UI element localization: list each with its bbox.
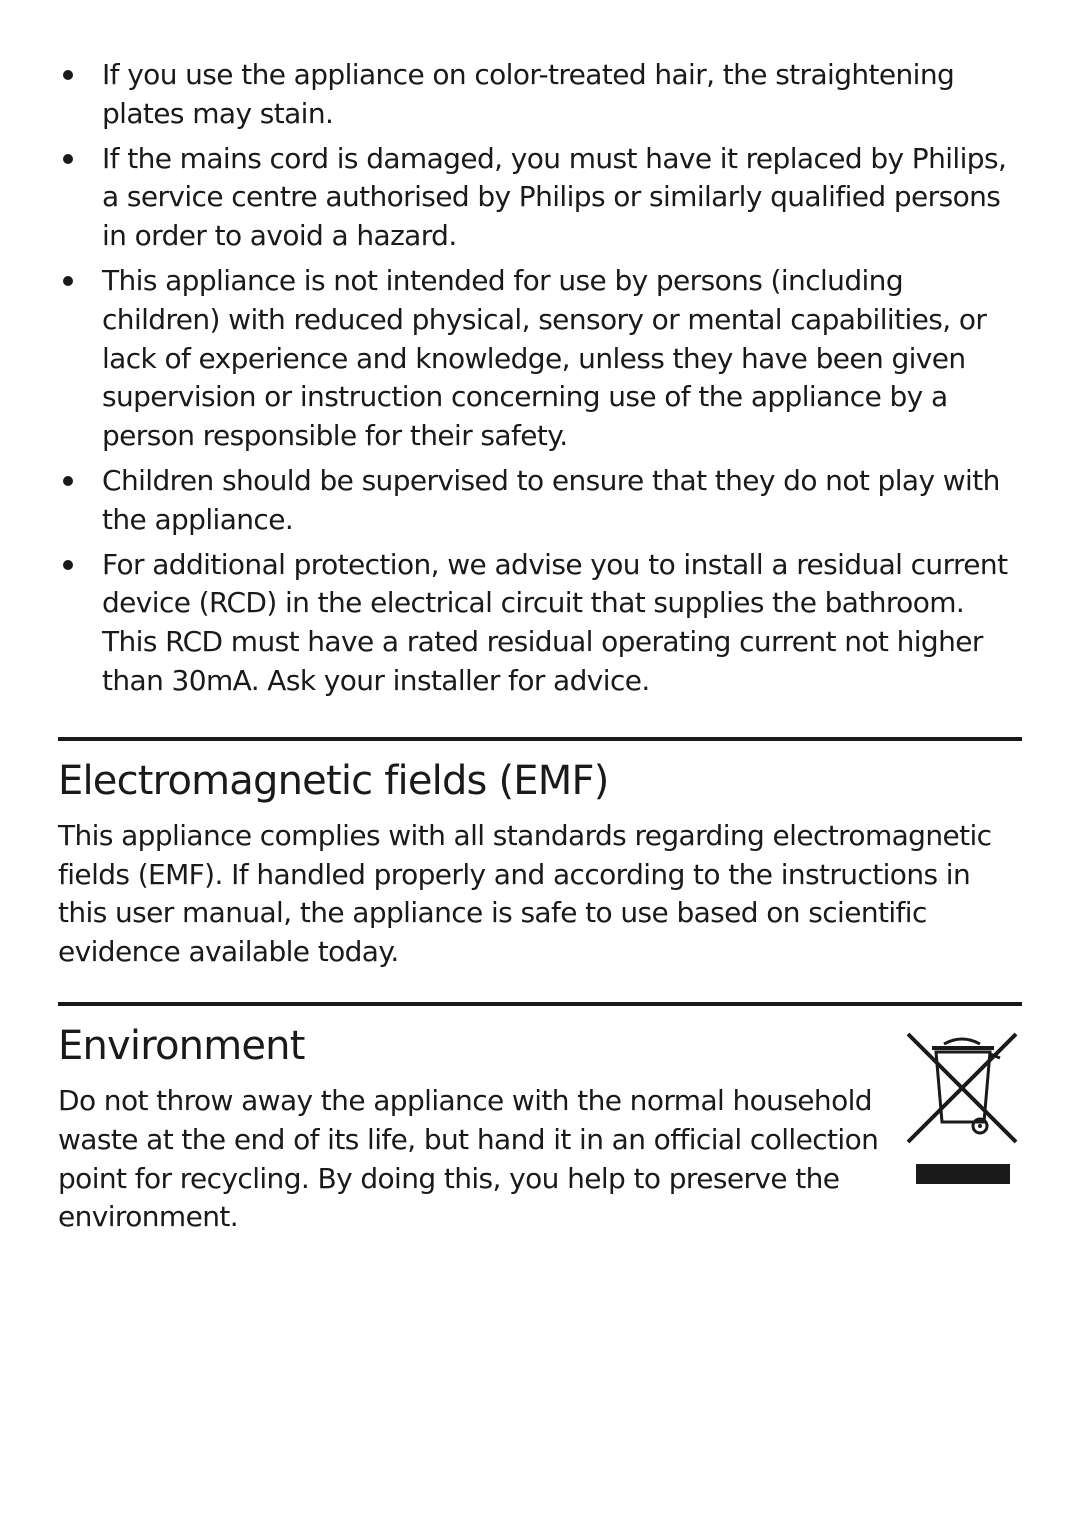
bullet-text: If the mains cord is damaged, you must have it replaced by Philips, a service centre authorised by Philips or similarly qualified persons in order to avoid a hazard. — [102, 141, 1007, 253]
emf-paragraph: This appliance complies with all standards regarding electromagnetic fields (EMF). If handled properly and according to the instructions in this user manual, the appliance is safe to use based on scientific evidence available today. — [58, 818, 992, 969]
bullet-text: If you use the appliance on color-treated hair, the straightening plates may stain. — [102, 58, 955, 130]
bullet-icon — [63, 70, 73, 80]
manual-page — [58, 56, 1022, 1237]
emf-heading: Electromagnetic fields (EMF) — [58, 757, 609, 804]
environment-paragraph: Do not throw away the appliance with the normal household waste at the end of its life, but hand it in an official collection point for recycling. By doing this, you help to preserve the environment. — [58, 1083, 879, 1234]
environment-section — [58, 1020, 1022, 1237]
section-divider — [58, 1002, 1022, 1006]
environment-heading: Environment — [58, 1022, 305, 1069]
bullet-text: Children should be supervised to ensure that they do not play with the appliance. — [102, 463, 1000, 536]
list-item — [58, 462, 1022, 540]
list-item — [58, 262, 1022, 456]
bullet-text: This appliance is not intended for use by persons (including children) with reduced physical, sensory or mental capabilities, or lack of experience and knowledge, unless they have been given supervision or instruction concerning use of the appliance by a person responsible for their safety. — [102, 263, 987, 453]
list-item — [58, 140, 1022, 256]
crossed-out-wheelie-bin-icon — [904, 1024, 1024, 1184]
list-item — [58, 546, 1022, 701]
bullet-icon — [63, 154, 73, 164]
bullet-icon — [63, 476, 73, 486]
section-divider — [58, 737, 1022, 741]
bullet-text: For additional protection, we advise you to install a residual current device (RCD) in the electrical circuit that supplies the bathroom. This RCD must have a rated residual operating current not higher than 30mA. Ask your installer for advice. — [102, 547, 1008, 697]
safety-bullet-list — [58, 56, 1022, 701]
bullet-icon — [63, 276, 73, 286]
bullet-icon — [63, 560, 73, 570]
emf-section — [58, 755, 1022, 972]
list-item — [58, 56, 1022, 134]
